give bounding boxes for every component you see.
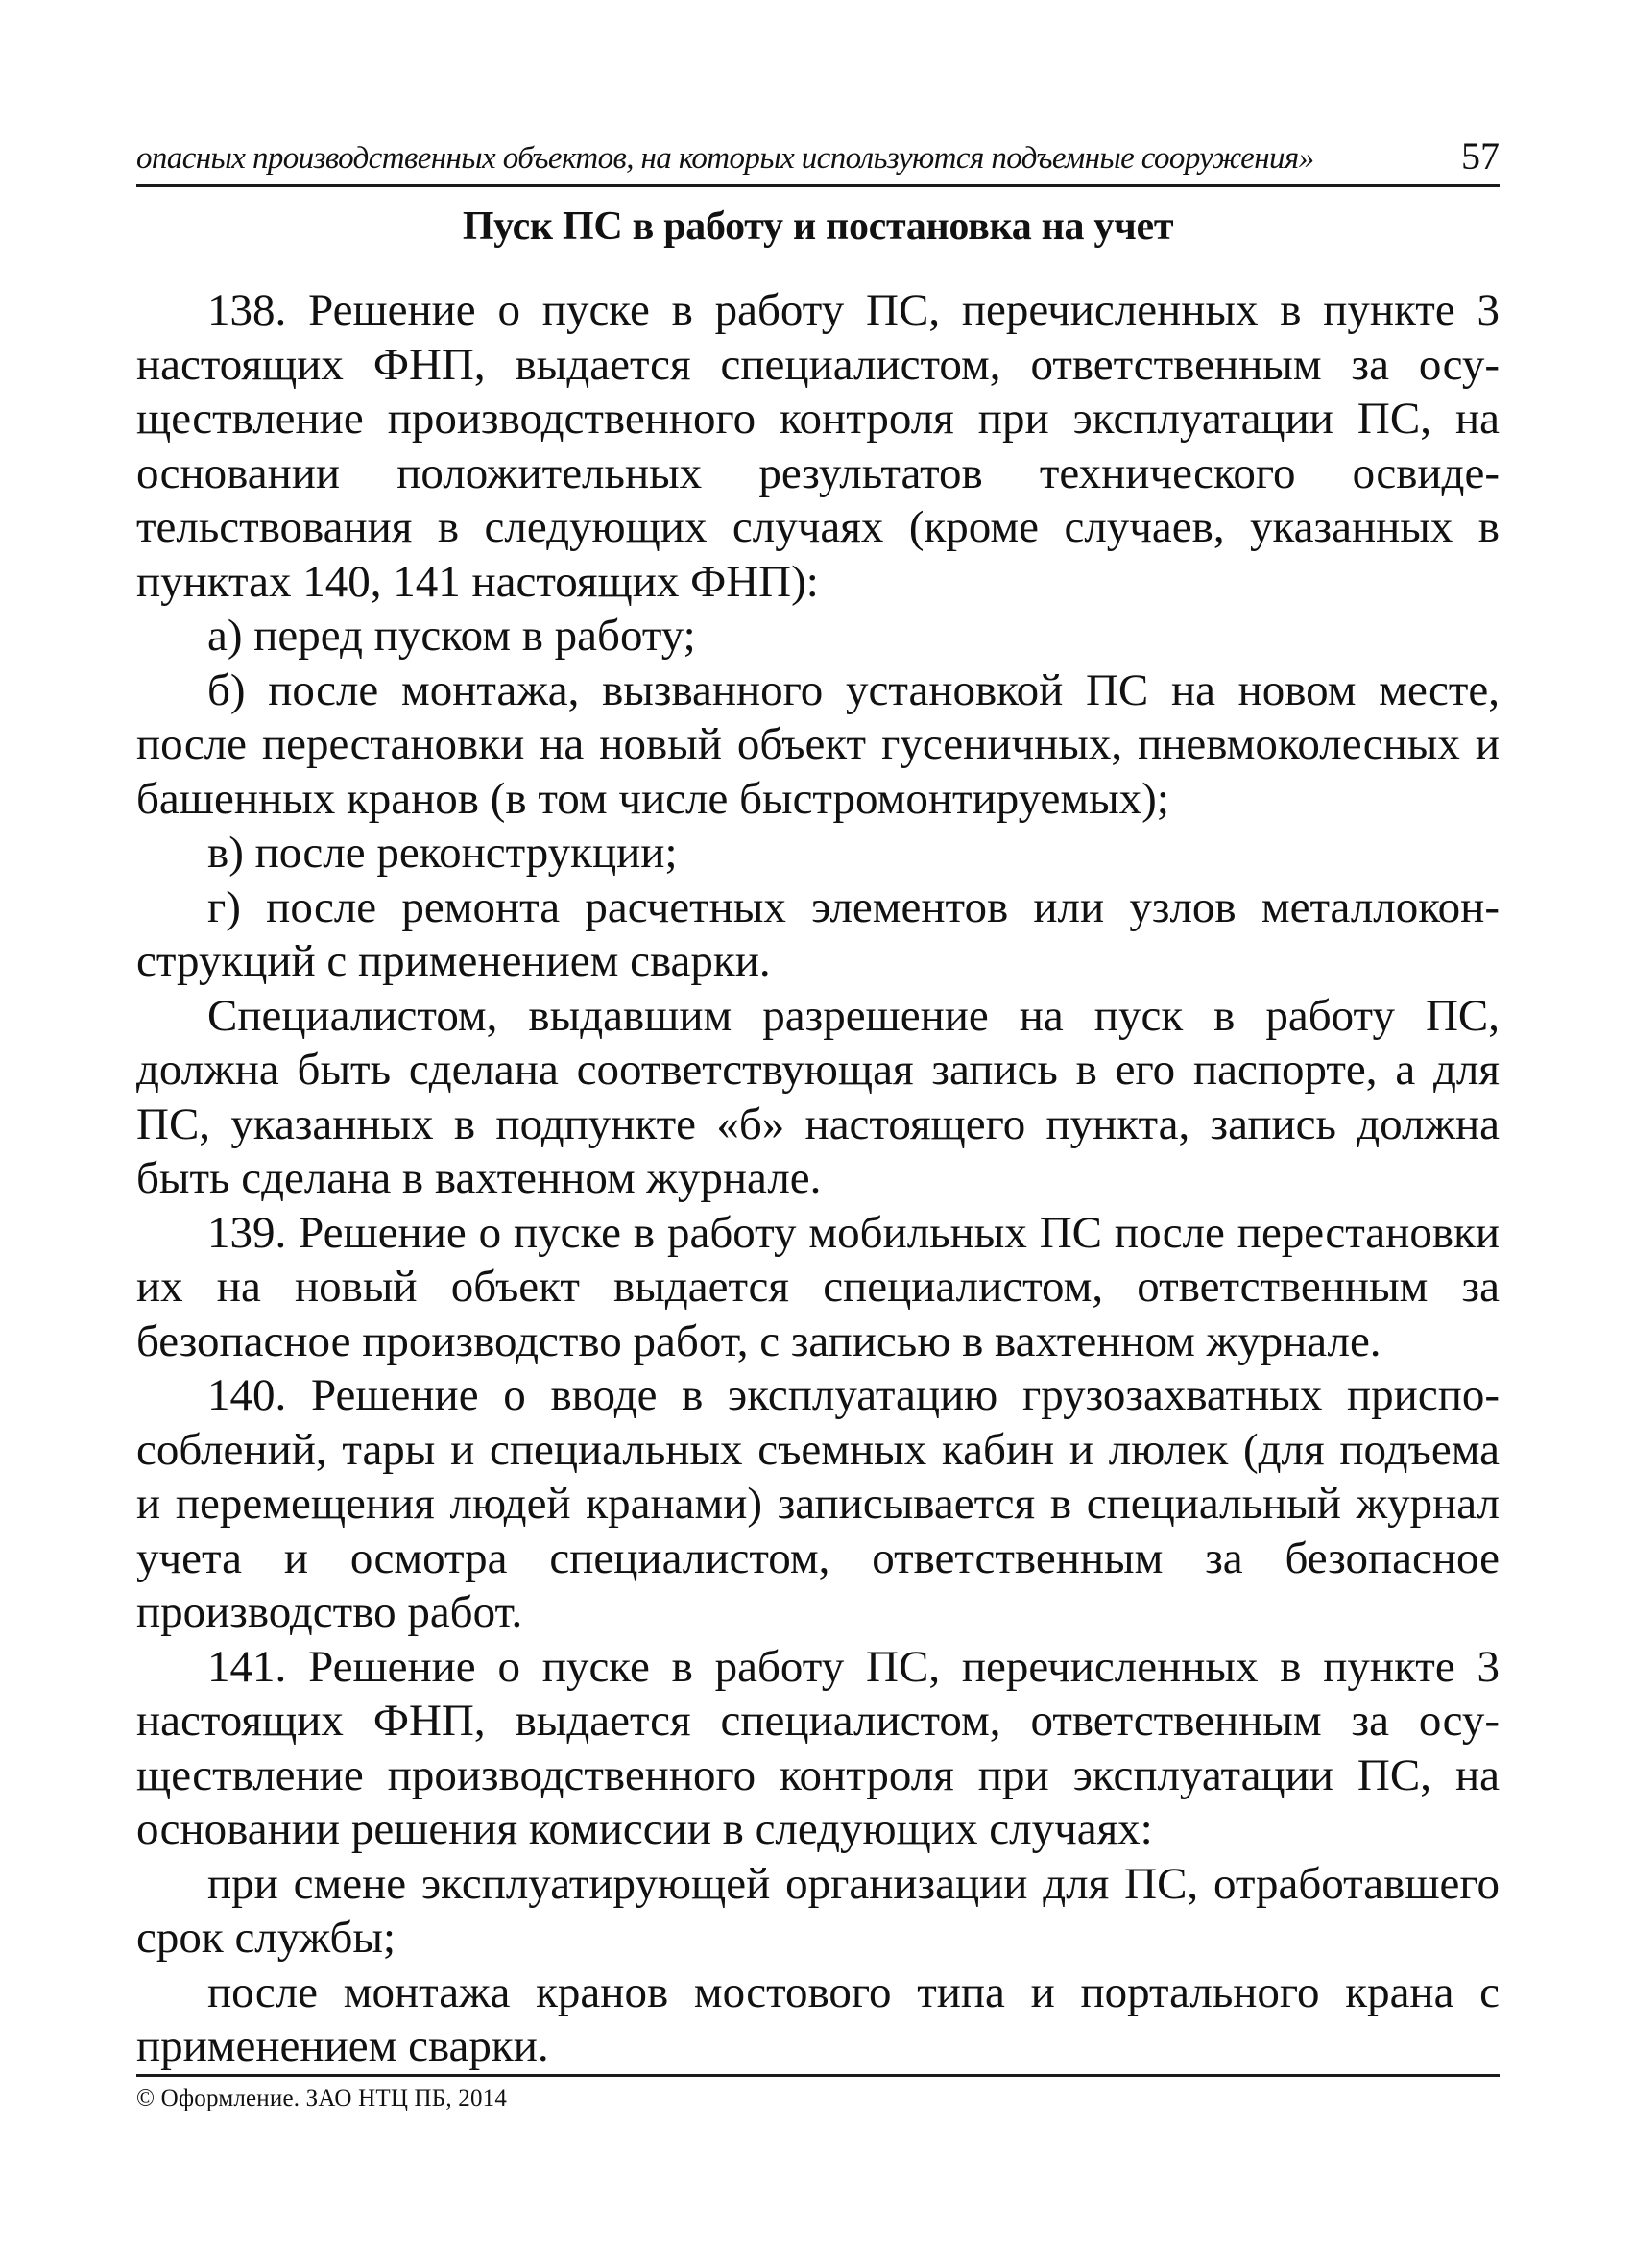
list-item-g: г) после ремонта расчетных элементов или узлов металлоконструкций с применением сварки. [136, 881, 1500, 986]
paragraph-140: 140. Решение о вводе в эксплуатацию грузозахватных приспособлений, тары и специальных съемных кабин и люлек (для подъема и перемещения людей кранами) записывается в специальный журнал учета и осмотра специалистом, ответственным за безопасное производство работ. [136, 1370, 1500, 1637]
page-number: 57 [1461, 134, 1500, 178]
list-item-b: б) после монтажа, вызванного установкой ПС на новом месте, после перестановки на новый объект гусеничных, пневмоколесных и башенных кранов (в том числе быстромонтируемых); [136, 664, 1500, 824]
list-item-owner-change: при смене эксплуатирующей организации для ПС, отработавшего срок службы; [136, 1858, 1500, 1963]
footer-divider [136, 2074, 1500, 2077]
paragraph-141: 141. Решение о пуске в работу ПС, перечисленных в пункте 3 настоящих ФНП, выдается специалистом, ответственным за осуществление производственного контроля при эксплуатации ПС, на основании решения комиссии в следующих случаях: [136, 1641, 1500, 1854]
section-title: Пуск ПС в работу и постановка на учет [462, 205, 1174, 249]
running-title: опасных производственных объектов, на которых используются подъемные сооружения» [136, 141, 1314, 176]
paragraph-139: 139. Решение о пуске в работу мобильных ПС после перестановки их на новый объект выдается специалистом, ответственным за безопасное производство работ, с записью в вахтенном журнале. [136, 1207, 1500, 1366]
paragraph-passport-note: Специалистом, выдавшим разрешение на пуск в работу ПС, должна быть сделана соответствующая запись в его паспорте, а для ПС, указанных в подпункте «б» настоящего пункта, запись должна быть сделана в вахтенном журнале. [136, 990, 1500, 1203]
body-text [136, 283, 1500, 2074]
paragraph-138: 138. Решение о пуске в работу ПС, перечисленных в пункте 3 настоящих ФНП, выдается специалистом, ответственным за осуществление производственного контроля при эксплуатации ПС, на основании положительных результатов технического освидетельствования в следующих случаях (кроме случаев, указанных в пунктах 140, 141 настоящих ФНП): [136, 285, 1500, 607]
list-item-v: в) после реконструкции; [207, 828, 678, 878]
running-header [136, 125, 1500, 187]
list-item-a: а) перед пуском в работу; [207, 611, 696, 661]
footer-copyright: © Оформление. ЗАО НТЦ ПБ, 2014 [136, 2086, 508, 2111]
list-item-bridge-crane: после монтажа кранов мостового типа и портального крана с применением сварки. [136, 1966, 1500, 2071]
